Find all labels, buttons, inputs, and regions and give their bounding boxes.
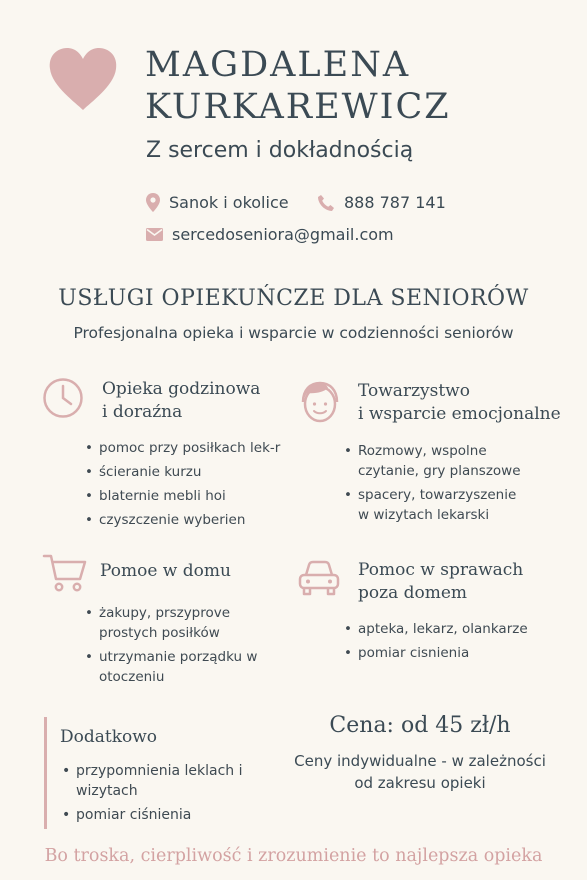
contact-phone[interactable] (317, 193, 446, 212)
service-list-companionship (344, 441, 529, 529)
list-item: • apteka, lekarz, olankarze (344, 619, 554, 639)
shopping-cart-icon (42, 552, 88, 594)
service-title-hourly-care: Opieka godzinowa i doraźna (102, 379, 261, 422)
clock-icon (42, 377, 84, 419)
list-item: • ścieranie kurzu (85, 462, 285, 482)
location-pin-icon (146, 193, 160, 212)
phone-number: 888 787 141 (344, 193, 446, 212)
list-item: • żakupy, prszyprove prostych posiłków (85, 603, 265, 643)
motto: Bo troska, cierpliwość i zrozumienie to najlepsza opieka (44, 846, 543, 866)
list-item: • pomiar ciśnienia (62, 805, 262, 825)
services-heading: USŁUGI OPIEKUŃCZE DLA SENIORÓW (58, 286, 529, 311)
smiling-face-icon (297, 380, 343, 424)
list-item: • Rozmowy, wspolne czytanie, gry planszowe (344, 441, 529, 481)
list-item: • blaternie mebli hoi (85, 486, 285, 506)
list-item: • przypomnienia leklach i wizytach (62, 761, 262, 801)
car-icon (297, 558, 341, 598)
list-item: • spacery, towarzyszenie w wizytach lekarski (344, 485, 529, 525)
list-item: • utrzymanie porządku w otoczeniu (85, 647, 265, 687)
price-note: Ceny indywidualne - w zależności od zakresu opieki (294, 752, 546, 792)
price: Cena: od 45 zł/h (329, 713, 511, 738)
email-address: sercedoseniora@gmail.com (172, 225, 394, 244)
list-item: • czyszczenie wyberien (85, 510, 285, 530)
phone-icon (317, 194, 335, 212)
provider-name: MAGDALENA KURKAREWICZ (145, 45, 451, 127)
accent-bar (44, 717, 47, 829)
service-list-home-help (85, 603, 265, 691)
service-title-companionship: Towarzystwo i wsparcie emocjonalne (358, 381, 561, 424)
service-list-outside-help (344, 619, 554, 667)
service-title-outside-help: Pomoc w sprawach poza domem (358, 560, 524, 603)
envelope-icon (146, 228, 163, 241)
extra-title: Dodatkowo (60, 727, 158, 747)
contact-location (146, 193, 289, 212)
list-item: • pomoc przy posiłkach lek-r (85, 438, 285, 458)
extra-list (62, 761, 262, 829)
services-subtitle: Profesjonalna opieka i wsparcie w codzienności seniorów (73, 324, 514, 342)
tagline: Z sercem i dokładnością (146, 138, 414, 163)
contact-email[interactable] (146, 225, 394, 244)
service-title-home-help: Pomoe w domu (100, 561, 231, 581)
location-text: Sanok i okolice (169, 193, 289, 212)
list-item: • pomiar cisnienia (344, 643, 554, 663)
heart-icon (48, 46, 118, 112)
service-list-hourly-care (85, 438, 285, 534)
